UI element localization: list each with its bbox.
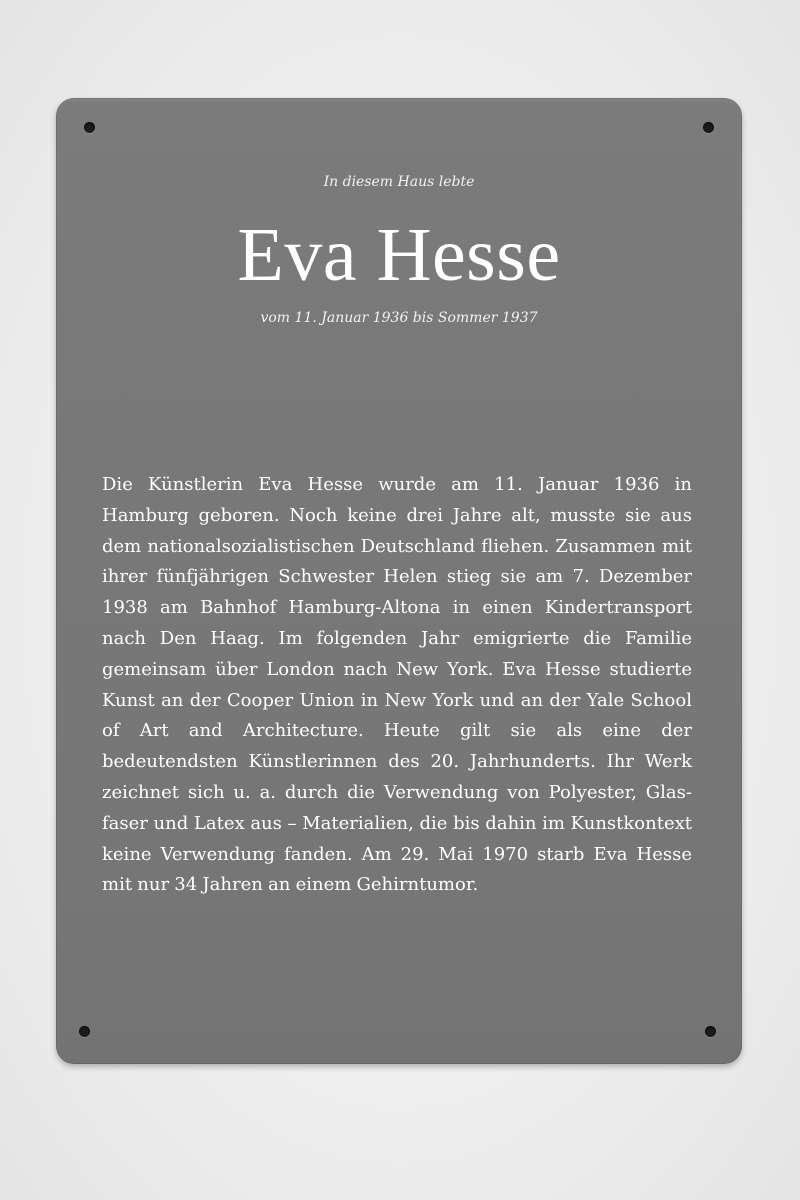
plaque-name: Eva Hesse (237, 213, 561, 297)
mounting-hole-bottom-left (79, 1026, 90, 1037)
plaque-intro: In diesem Haus lebte (323, 174, 475, 190)
mounting-hole-top-right (703, 122, 714, 133)
plaque-biography: Die Künstlerin Eva Hesse wurde am 11. Januar 1936 in Hamburg geboren. Noch keine drei Jahre alt, musste sie aus dem nationalsozialistischen Deutschland fliehen. Zusammen mit ihrer fünfjährigen Schwester Helen stieg sie am 7. Dezember 1938 am Bahnhof Hamburg-Altona in einen Kindertransport nach Den Haag. Im folgenden Jahr emigrierte die Familie gemeinsam über London nach New York. Eva Hesse studierte Kunst an der Cooper Union in New York und an der Yale School of Art and Architecture. Heute gilt sie als eine der bedeutendsten Künstlerinnen des 20. Jahrhunderts. Ihr Werk zeichnet sich u. a. durch die Verwendung von Polyester, Glasfaser und Latex aus – Materialien, die bis dahin im Kunstkontext keine Verwendung fanden. Am 29. Mai 1970 starb Eva Hesse mit nur 34 Jahren an einem Gehirntumor. (102, 474, 692, 896)
plaque-dates: vom 11. Januar 1936 bis Sommer 1937 (260, 310, 538, 326)
mounting-hole-bottom-right (705, 1026, 716, 1037)
memorial-plaque (56, 98, 742, 1064)
mounting-hole-top-left (84, 122, 95, 133)
